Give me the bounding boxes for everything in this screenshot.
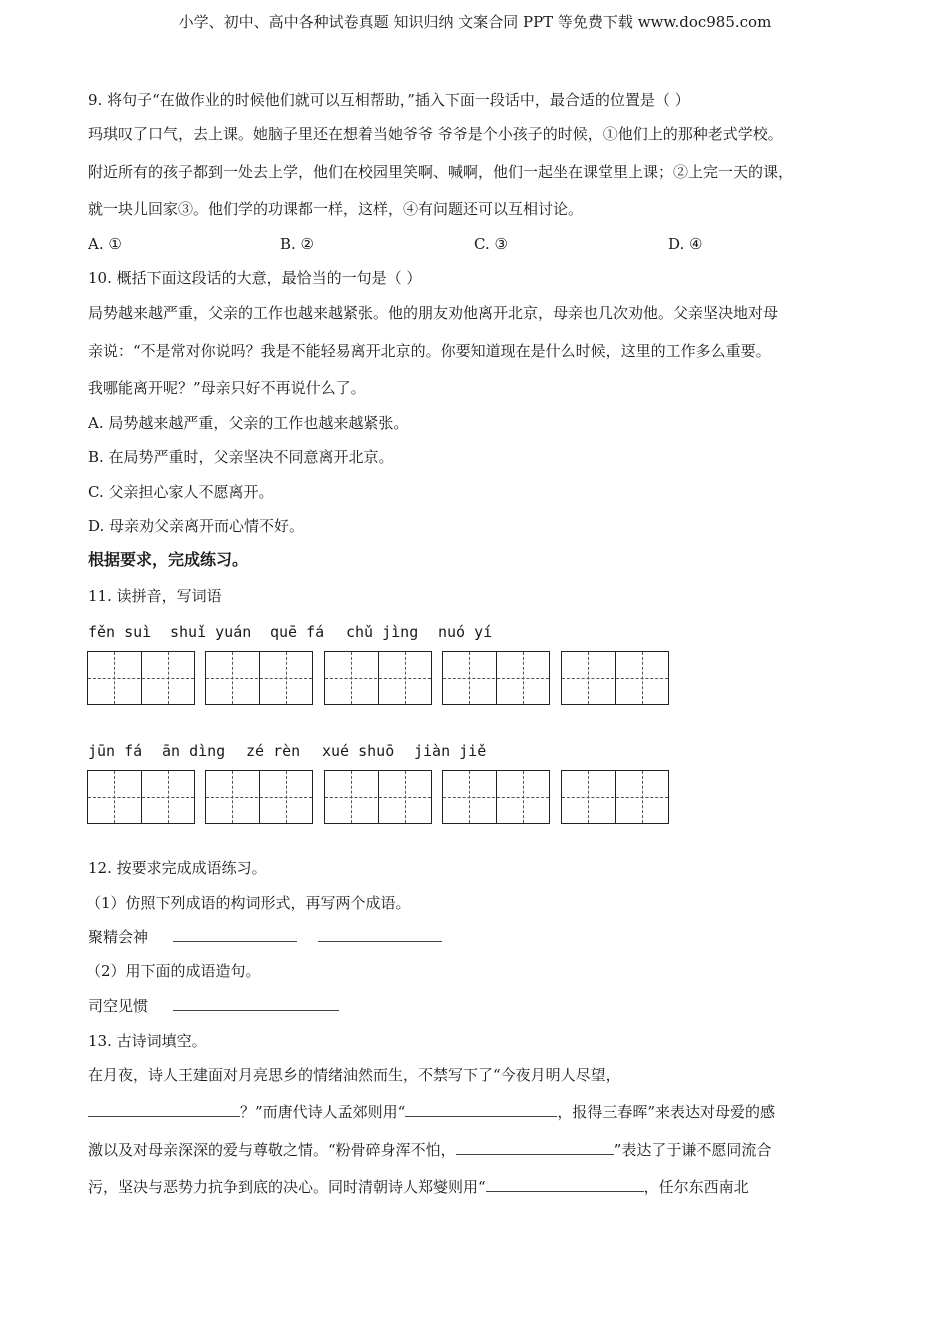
pinyin-label: zé rèn xyxy=(246,742,301,760)
pinyin-label: shuǐ yuán xyxy=(170,623,252,641)
q13-line xyxy=(88,1102,775,1122)
answer-blank[interactable] xyxy=(173,927,297,942)
q10-option-a[interactable]: A. 局势越来越严重，父亲的工作也越来越紧张。 xyxy=(88,414,409,432)
answer-blank[interactable] xyxy=(486,1177,644,1192)
answer-blank[interactable] xyxy=(456,1140,614,1155)
pinyin-label: quē fá xyxy=(270,623,325,641)
answer-blank[interactable] xyxy=(318,927,442,942)
q13-text: ，报得三春晖”来表达对母爱的感 xyxy=(557,1103,776,1121)
writing-grid[interactable] xyxy=(205,651,313,705)
pinyin-label: jiàn jiě xyxy=(414,742,487,760)
q10-passage-line: 我哪能离开呢？”母亲只好不再说什么了。 xyxy=(88,379,366,397)
q13-line xyxy=(88,1140,771,1160)
pinyin-label: ān dìng xyxy=(162,742,226,760)
writing-grid[interactable] xyxy=(561,770,669,824)
writing-grid[interactable] xyxy=(324,651,432,705)
writing-grid[interactable] xyxy=(87,651,195,705)
q13-text: ，任尔东西南北 xyxy=(643,1178,749,1196)
q9-option-a[interactable]: A. ① xyxy=(88,235,122,253)
q10-option-d[interactable]: D. 母亲劝父亲离开而心情不好。 xyxy=(88,517,305,535)
section-title: 根据要求，完成练习。 xyxy=(88,550,249,569)
q12-question: 12. 按要求完成成语练习。 xyxy=(88,859,267,877)
q10-question: 10. 概括下面这段话的大意，最恰当的一句是（ ） xyxy=(88,269,422,287)
pinyin-label: jūn fá xyxy=(88,742,143,760)
q9-option-d[interactable]: D. ④ xyxy=(668,235,703,253)
pinyin-label: xué shuō xyxy=(322,742,395,760)
page-header: 小学、初中、高中各种试卷真题 知识归纳 文案合同 PPT 等免费下载 www.doc985.com xyxy=(178,13,772,31)
writing-grid[interactable] xyxy=(442,651,550,705)
q10-passage-line: 亲说：“不是常对你说吗？我是不能轻易离开北京的。你要知道现在是什么时候，这里的工作多么重要。 xyxy=(88,342,771,360)
writing-grid[interactable] xyxy=(87,770,195,824)
q13-question: 13. 古诗词填空。 xyxy=(88,1032,207,1050)
q9-option-b[interactable]: B. ② xyxy=(280,235,315,253)
answer-blank[interactable] xyxy=(173,996,339,1011)
q12-idiom-row xyxy=(88,927,442,947)
idiom-example: 聚精会神 xyxy=(88,928,149,946)
pinyin-label: chǔ jìng xyxy=(346,623,419,641)
writing-grid[interactable] xyxy=(205,770,313,824)
idiom-prompt: 司空见惯 xyxy=(88,997,149,1015)
q13-text: ？”而唐代诗人孟郊则用“ xyxy=(240,1103,406,1121)
answer-blank[interactable] xyxy=(88,1102,240,1117)
q12-part2: （2）用下面的成语造句。 xyxy=(86,962,261,980)
pinyin-label: nuó yí xyxy=(438,623,493,641)
q9-passage-line: 玛琪叹了口气，去上课。她脑子里还在想着当她爷爷 爷爷是个小孩子的时候，①他们上的那种老式学校。 xyxy=(88,125,783,143)
q10-option-b[interactable]: B. 在局势严重时，父亲坚决不同意离开北京。 xyxy=(88,448,394,466)
writing-grid[interactable] xyxy=(324,770,432,824)
q12-part1: （1）仿照下列成语的构词形式，再写两个成语。 xyxy=(86,894,411,912)
q13-text: 激以及对母亲深深的爱与尊敬之情。“粉骨碎身浑不怕， xyxy=(88,1141,456,1159)
q9-passage-line: 就一块儿回家③。他们学的功课都一样，这样，④有问题还可以互相讨论。 xyxy=(88,200,584,218)
answer-blank[interactable] xyxy=(405,1102,557,1117)
writing-grid[interactable] xyxy=(561,651,669,705)
q11-question: 11. 读拼音，写词语 xyxy=(88,587,222,605)
q10-option-c[interactable]: C. 父亲担心家人不愿离开。 xyxy=(88,483,274,501)
q13-text: ”表达了于谦不愿同流合 xyxy=(613,1141,772,1159)
q12-sentence-row xyxy=(88,996,339,1016)
pinyin-label: fěn suì xyxy=(88,623,152,641)
q9-option-c[interactable]: C. ③ xyxy=(474,235,508,253)
q10-passage-line: 局势越来越严重，父亲的工作也越来越紧张。他的朋友劝他离开北京，母亲也几次劝他。父亲坚决地对母 xyxy=(88,304,779,322)
q9-question: 9. 将句子“在做作业的时候他们就可以互相帮助，”插入下面一段话中，最合适的位置是（ ） xyxy=(88,91,690,109)
q13-text: 污，坚决与恶势力抗争到底的决心。同时清朝诗人郑燮则用“ xyxy=(88,1178,486,1196)
q9-passage-line: 附近所有的孩子都到一处去上学，他们在校园里笑啊、喊啊，他们一起坐在课堂里上课；②上完一天的课， xyxy=(88,163,794,181)
writing-grid[interactable] xyxy=(442,770,550,824)
q13-line: 在月夜，诗人王建面对月亮思乡的情绪油然而生，不禁写下了“今夜月明人尽望， xyxy=(88,1066,621,1084)
q13-line xyxy=(88,1177,749,1197)
